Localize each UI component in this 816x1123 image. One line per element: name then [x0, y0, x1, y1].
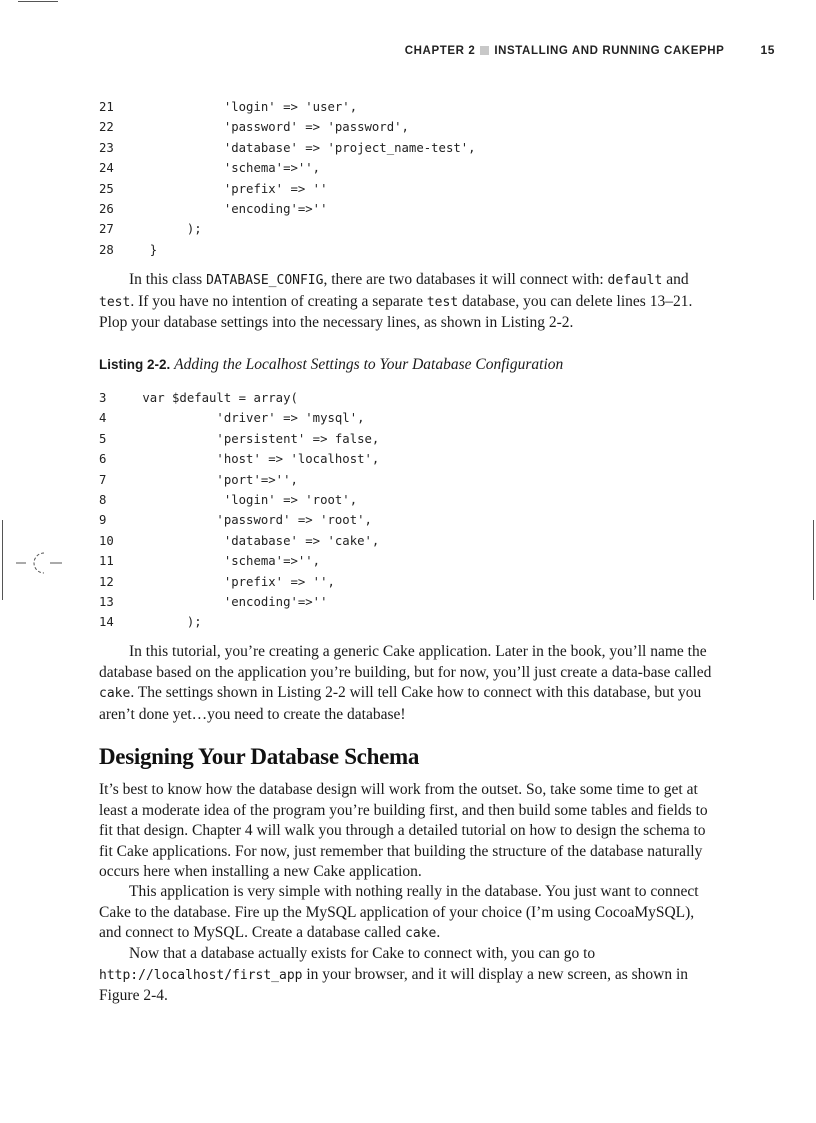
code-line: 9 'password' => 'root', — [99, 513, 372, 528]
code-line: 8 'login' => 'root', — [99, 492, 358, 507]
code-line: 11 'schema'=>'', — [99, 554, 321, 569]
listing-caption — [99, 356, 563, 374]
code-line: 24 'schema'=>'', — [99, 161, 321, 176]
code-line: 3 var $default = array( — [99, 391, 298, 405]
body-paragraph: This application is very simple with nothing really in the database. You just want to connect Cake to the database. Fire up the MySQL application of your choice (I’m using CocoaMySQL), and connect to MySQL. Create a database called cake. — [99, 883, 699, 941]
code-listing-2-2 — [99, 388, 739, 633]
crop-mark-right — [813, 520, 814, 600]
code-line: 12 'prefix' => '', — [99, 574, 335, 589]
running-header — [0, 43, 775, 57]
body-paragraph: In this class DATABASE_CONFIG, there are two databases it will connect with: default and test. If you have no intention of creating a separate test database, you can delete lines 13–21. Plop your database settings into the necessary lines, as shown in Listing 2-2. — [99, 271, 693, 331]
code-line: 14 ); — [99, 615, 202, 630]
crop-mark-top — [18, 1, 58, 2]
body-paragraph: In this tutorial, you’re creating a generic Cake application. Later in the book, you’ll name the database based on the application you’re building, but for now, you’ll just create a data-base called cake. The settings shown in Listing 2-2 will tell Cake how to connect with this database, but you aren’t done yet…you need to create the database! — [99, 643, 712, 723]
code-line: 23 'database' => 'project_name-test', — [99, 140, 476, 155]
code-line: 22 'password' => 'password', — [99, 120, 409, 135]
listing-label: Listing 2-2. — [99, 357, 171, 372]
code-line: 28 } — [99, 242, 158, 257]
section-heading: Designing Your Database Schema — [99, 744, 420, 769]
page-number: 15 — [760, 43, 775, 57]
code-line: 7 'port'=>'', — [99, 472, 298, 487]
code-line: 10 'database' => 'cake', — [99, 533, 380, 548]
code-line: 26 'encoding'=>'' — [99, 201, 328, 216]
code-line: 13 'encoding'=>'' — [99, 594, 328, 609]
code-line: 21 'login' => 'user', — [99, 100, 358, 114]
chapter-title: INSTALLING AND RUNNING CAKEPHP — [494, 45, 725, 57]
code-line: 25 'prefix' => '' — [99, 181, 328, 196]
separator-square-icon — [480, 46, 489, 55]
registration-mark-icon — [16, 550, 62, 576]
code-line: 5 'persistent' => false, — [99, 431, 380, 446]
code-line: 27 ); — [99, 222, 202, 237]
listing-title: Adding the Localhost Settings to Your Database Configuration — [174, 356, 564, 373]
body-paragraph: It’s best to know how the database design will work from the outset. So, take some time to get at least a moderate idea of the program you’re building first, and then build some tables and fields to fit that design. Chapter 4 will walk you through a detailed tutorial on how to design the schema to fit Cake applications. For now, just remember that building the structure of the database naturally occurs here when installing a new Cake application. — [99, 781, 708, 880]
chapter-label: CHAPTER 2 — [404, 45, 476, 57]
crop-mark-left — [2, 520, 3, 600]
code-line: 4 'driver' => 'mysql', — [99, 411, 365, 426]
code-listing-continued — [99, 97, 739, 260]
code-line: 6 'host' => 'localhost', — [99, 452, 380, 467]
body-paragraph: Now that a database actually exists for Cake to connect with, you can go to http://localhost/first_app in your browser, and it will display a new screen, as shown in Figure 2-4. — [99, 945, 689, 1004]
